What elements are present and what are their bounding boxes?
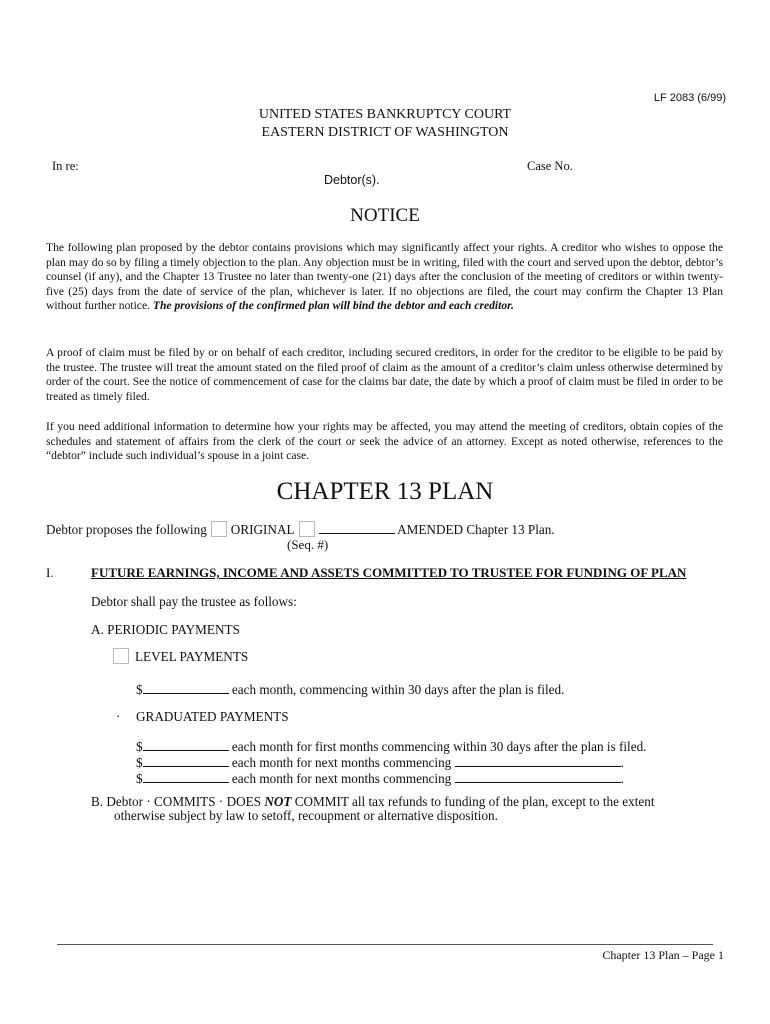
form-number: LF 2083 (6/99) — [653, 92, 726, 104]
amended-label: AMENDED Chapter 13 Plan. — [397, 522, 555, 537]
graduated-line-3-text: each month for next months commencing — [231, 771, 452, 786]
section-b-rest: COMMIT all tax refunds to funding of the plan, except to the extent — [294, 794, 655, 809]
periodic-payments-heading: A. PERIODIC PAYMENTS — [91, 622, 240, 637]
graduated-amount-field-1[interactable] — [143, 738, 229, 751]
dollar-sign: $ — [136, 755, 143, 770]
pay-trustee-text: Debtor shall pay the trustee as follows: — [91, 594, 297, 609]
notice-paragraph-2: A proof of claim must be filed by or on behalf of each creditor, including secured creditors, in order for the creditor to be eligible to be paid by the trustee. The trustee will treat the amount stated on the filed proof of claim as the amount of a creditor’s claim unless otherwise determined by order of the court. See the notice of commencement of case for the claims bar date, the date by which a proof of claim must be filed in order to be treated as timely filed. — [46, 346, 723, 403]
footer-page-label: Chapter 13 Plan – Page 1 — [602, 948, 724, 962]
section-i-heading: FUTURE EARNINGS, INCOME AND ASSETS COMMITTED TO TRUSTEE FOR FUNDING OF PLAN — [91, 565, 687, 580]
graduated-bullet: · — [116, 709, 121, 724]
case-number-label: Case No. — [527, 159, 573, 173]
proposes-label: Debtor proposes the following — [46, 522, 207, 537]
level-payments-label: LEVEL PAYMENTS — [135, 649, 249, 664]
level-amount-text: each month, commencing within 30 days after the plan is filed. — [231, 682, 565, 697]
court-line-2: EASTERN DISTRICT OF WASHINGTON — [261, 125, 509, 140]
graduated-line-2 — [136, 754, 646, 770]
graduated-line-2-text: each month for next months commencing — [231, 755, 452, 770]
section-b-label: B. Debtor — [91, 794, 144, 809]
sequence-number-field[interactable] — [319, 521, 395, 534]
level-payments-checkbox[interactable] — [113, 648, 129, 664]
debtors-label: Debtor(s). — [324, 173, 380, 187]
graduated-amount-field-2[interactable] — [143, 754, 229, 767]
amended-checkbox[interactable] — [299, 521, 315, 537]
section-b-tax-refunds — [91, 795, 654, 823]
plan-type-line — [46, 521, 555, 538]
sequence-caption: (Seq. #) — [287, 537, 329, 552]
graduated-amount-field-3[interactable] — [143, 770, 229, 783]
notice-paragraph-1-text: The following plan proposed by the debtor contains provisions which may significantly affect your rights. A creditor who wishes to oppose the plan may do so by filing a timely objection to the plan. Any objection must be in writing, filed with the court and served upon the debtor, debtor’s counsel (if any), and the Chapter 13 Trustee no later than twenty-one (21) days after the conclusion of the meeting of creditors or within twenty-five (25) days from the date of service of the plan, whichever is later. If no objections are filed, the court may confirm the Chapter 13 Plan without further notice. — [46, 241, 723, 313]
footer-divider — [57, 944, 713, 945]
graduated-line-3 — [136, 770, 646, 786]
court-line-1: UNITED STATES BANKRUPTCY COURT — [258, 107, 512, 122]
in-re-label: In re: — [52, 159, 79, 173]
not-emphasis: NOT — [264, 794, 292, 809]
commits-bullet[interactable]: · — [146, 794, 151, 809]
notice-title: NOTICE — [350, 205, 420, 226]
level-amount-line — [136, 681, 564, 698]
dollar-sign: $ — [136, 682, 143, 697]
period: . — [620, 771, 624, 786]
does-option: DOES — [226, 794, 262, 809]
graduated-amount-lines — [136, 738, 646, 786]
section-b-line-2: otherwise subject by law to setoff, recoupment or alternative disposition. — [114, 808, 498, 823]
graduated-line-1-text: each month for first months commencing within 30 days after the plan is filed. — [231, 739, 647, 754]
dollar-sign: $ — [136, 771, 143, 786]
commits-option: COMMITS — [154, 794, 216, 809]
level-amount-field[interactable] — [143, 681, 229, 694]
section-i-number: I. — [46, 565, 54, 580]
graduated-date-field-3[interactable] — [455, 770, 621, 783]
notice-binding-emphasis: The provisions of the confirmed plan will bind the debtor and each creditor. — [152, 299, 514, 313]
section-b-line-1 — [91, 795, 654, 809]
period: . — [620, 755, 624, 770]
notice-paragraph-3: If you need additional information to determine how your rights may be affected, you may attend the meeting of creditors, obtain copies of the schedules and statement of affairs from the clerk of the court or seek the advice of an attorney. Except as noted otherwise, references to the “debtor” include such individual’s spouse in a joint case. — [46, 420, 723, 463]
notice-paragraph-1 — [46, 241, 723, 314]
dollar-sign: $ — [136, 739, 143, 754]
original-label: ORIGINAL — [230, 522, 295, 537]
graduated-line-1 — [136, 738, 646, 754]
court-name — [0, 106, 770, 142]
graduated-payments-label: GRADUATED PAYMENTS — [136, 709, 289, 724]
original-checkbox[interactable] — [211, 521, 227, 537]
does-not-bullet[interactable]: · — [218, 794, 224, 809]
level-payments-option — [110, 648, 248, 665]
plan-title: CHAPTER 13 PLAN — [276, 478, 494, 505]
graduated-date-field-2[interactable] — [455, 754, 621, 767]
